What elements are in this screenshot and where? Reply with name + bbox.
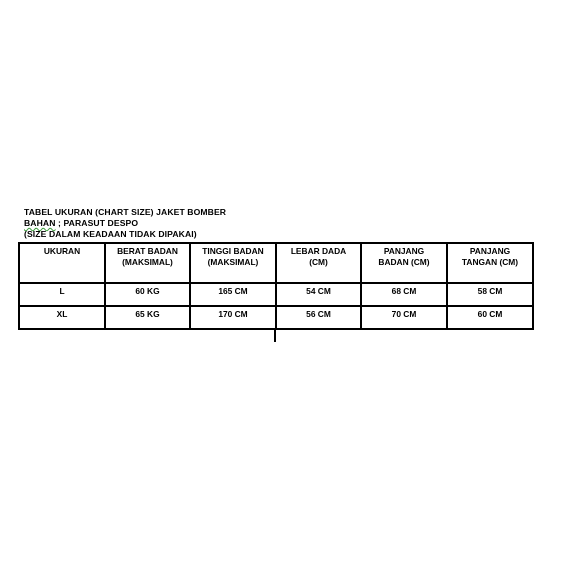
cell-panjang-badan: 70 CM xyxy=(361,306,447,329)
cell-lebar: 54 CM xyxy=(276,283,361,306)
header-panjang-tangan: PANJANG TANGAN (CM) xyxy=(447,243,533,283)
cell-lebar: 56 CM xyxy=(276,306,361,329)
material-label: BAHAN xyxy=(24,218,56,228)
cell-panjang-tangan: 58 CM xyxy=(447,283,533,306)
cell-size: L xyxy=(19,283,105,306)
material-line xyxy=(24,218,226,229)
size-chart-table xyxy=(18,242,534,330)
cell-panjang-tangan: 60 CM xyxy=(447,306,533,329)
header-tinggi-badan: TINGGI BADAN (MAKSIMAL) xyxy=(190,243,276,283)
cursor-line xyxy=(274,328,276,342)
material-value: ; PARASUT DESPO xyxy=(55,218,139,228)
size-note: (SIZE DALAM KEADAAN TIDAK DIPAKAI) xyxy=(24,229,197,239)
header-lebar-dada: LEBAR DADA (CM) xyxy=(276,243,361,283)
table-row xyxy=(19,306,533,329)
header-panjang-badan: PANJANG BADAN (CM) xyxy=(361,243,447,283)
cell-berat: 65 KG xyxy=(105,306,190,329)
cell-panjang-badan: 68 CM xyxy=(361,283,447,306)
table-header-row xyxy=(19,243,533,283)
header-berat-badan: BERAT BADAN (MAKSIMAL) xyxy=(105,243,190,283)
chart-title-block xyxy=(24,207,226,240)
cell-tinggi: 170 CM xyxy=(190,306,276,329)
cell-size: XL xyxy=(19,306,105,329)
chart-title: TABEL UKURAN (CHART SIZE) JAKET BOMBER xyxy=(24,207,227,217)
table-row xyxy=(19,283,533,306)
cell-berat: 60 KG xyxy=(105,283,190,306)
header-ukuran: UKURAN xyxy=(19,243,105,283)
cell-tinggi: 165 CM xyxy=(190,283,276,306)
